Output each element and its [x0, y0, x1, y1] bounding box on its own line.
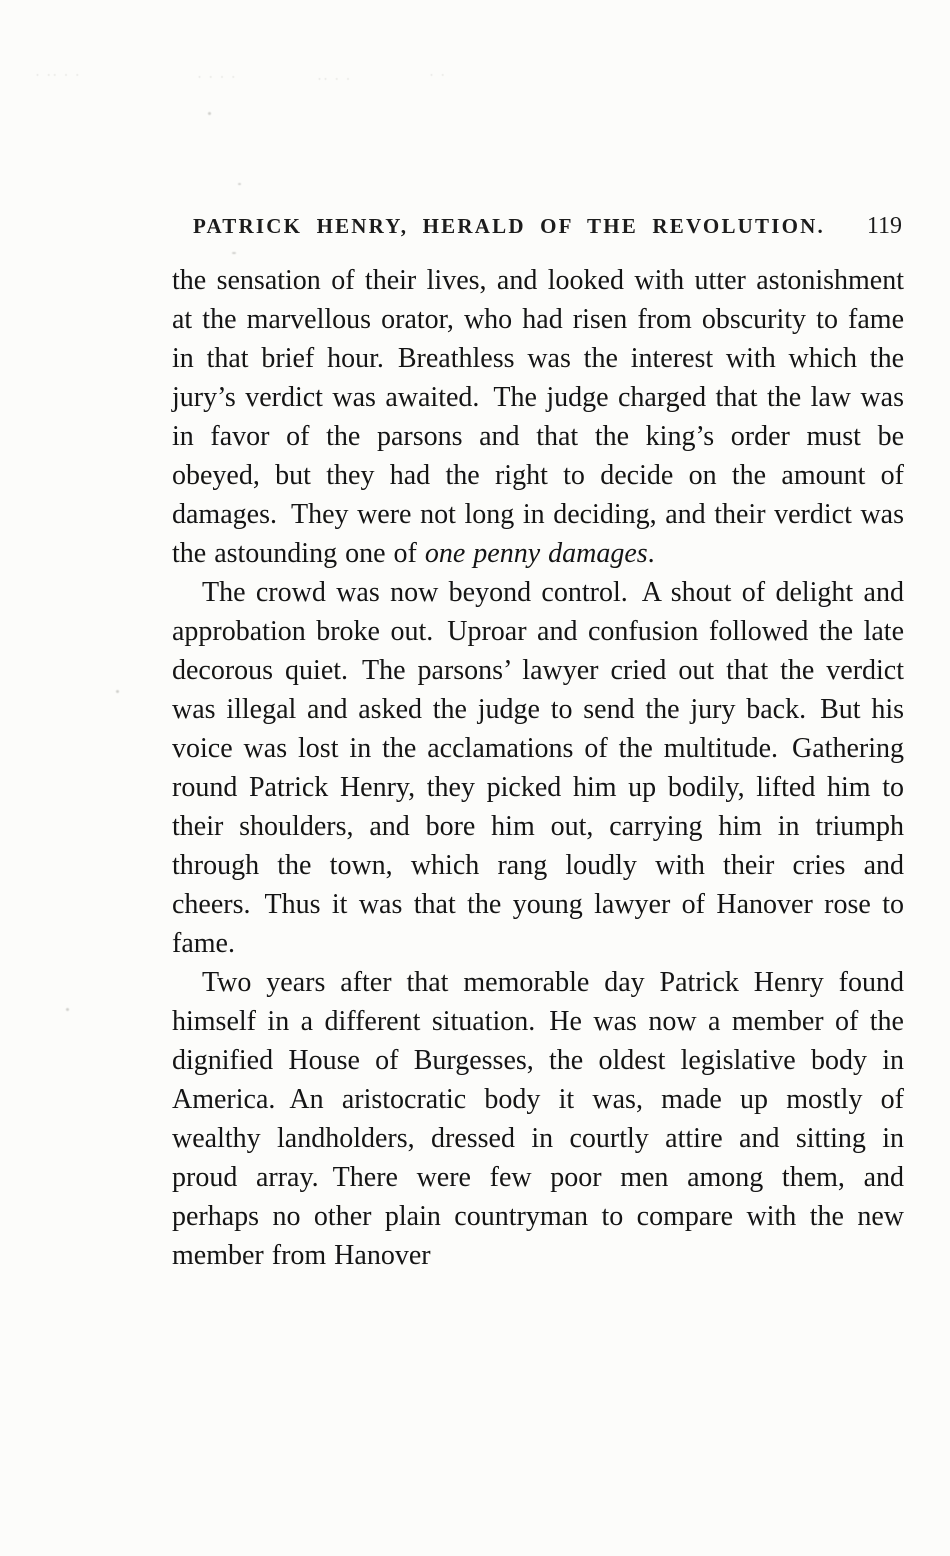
page-body [172, 261, 904, 1275]
scan-artifact: · · · · [198, 72, 238, 82]
scan-artifact: · · [430, 70, 448, 80]
paragraph-1-text-end: . [647, 538, 655, 569]
paragraph-1-text: the sensation of their lives, and looked with utter astonishment at the marvellous orator, who had risen from obscurity to fame in that brief hour. Breathless was the interest with which the jury’s verdict was awaited. The judge charged that the law was in favor of the parsons and that the king’s order must be obeyed, but they had the right to decide on the amount of damages. They were not long in deciding, and their verdict was the astounding one of [172, 265, 904, 569]
scan-speck [232, 252, 236, 254]
scan-speck [238, 183, 241, 185]
scan-speck [66, 1008, 69, 1011]
scan-artifact: · ·· · · [36, 70, 82, 80]
page-header [193, 213, 902, 240]
paragraph-3: Two years after that memorable day Patrick Henry found himself in a different situation. He was now a member of the dignified House of Burgesses, the oldest legislative body in America. An aristocratic body it was, made up mostly of wealthy landholders, dressed in courtly attire and sitting in proud array. There were few poor men among them, and perhaps no other plain countryman to compare with the new member from Hanover [172, 967, 904, 1271]
scan-artifact: ·· · · [318, 74, 353, 84]
page-number: 119 [866, 213, 902, 239]
paragraph-2: The crowd was now beyond control. A shout of delight and approbation broke out. Uproar and confusion followed the late decorous quiet. The parsons’ lawyer cried out that the verdict was illegal and asked the judge to send the jury back. But his voice was lost in the acclamations of the multitude. Gathering round Patrick Henry, they picked him up bodily, lifted him to their shoulders, and bore him out, carrying him in triumph through the town, which rang loudly with their cries and cheers. Thus it was that the young lawyer of Hanover rose to fame. [172, 577, 904, 959]
paragraph-1 [172, 261, 904, 573]
scan-speck [116, 690, 119, 693]
scan-speck [208, 112, 211, 115]
paragraph-1-italic-phrase: one penny damages [424, 538, 648, 569]
running-head-title: PATRICK HENRY, HERALD OF THE REVOLUTION. [193, 214, 825, 238]
